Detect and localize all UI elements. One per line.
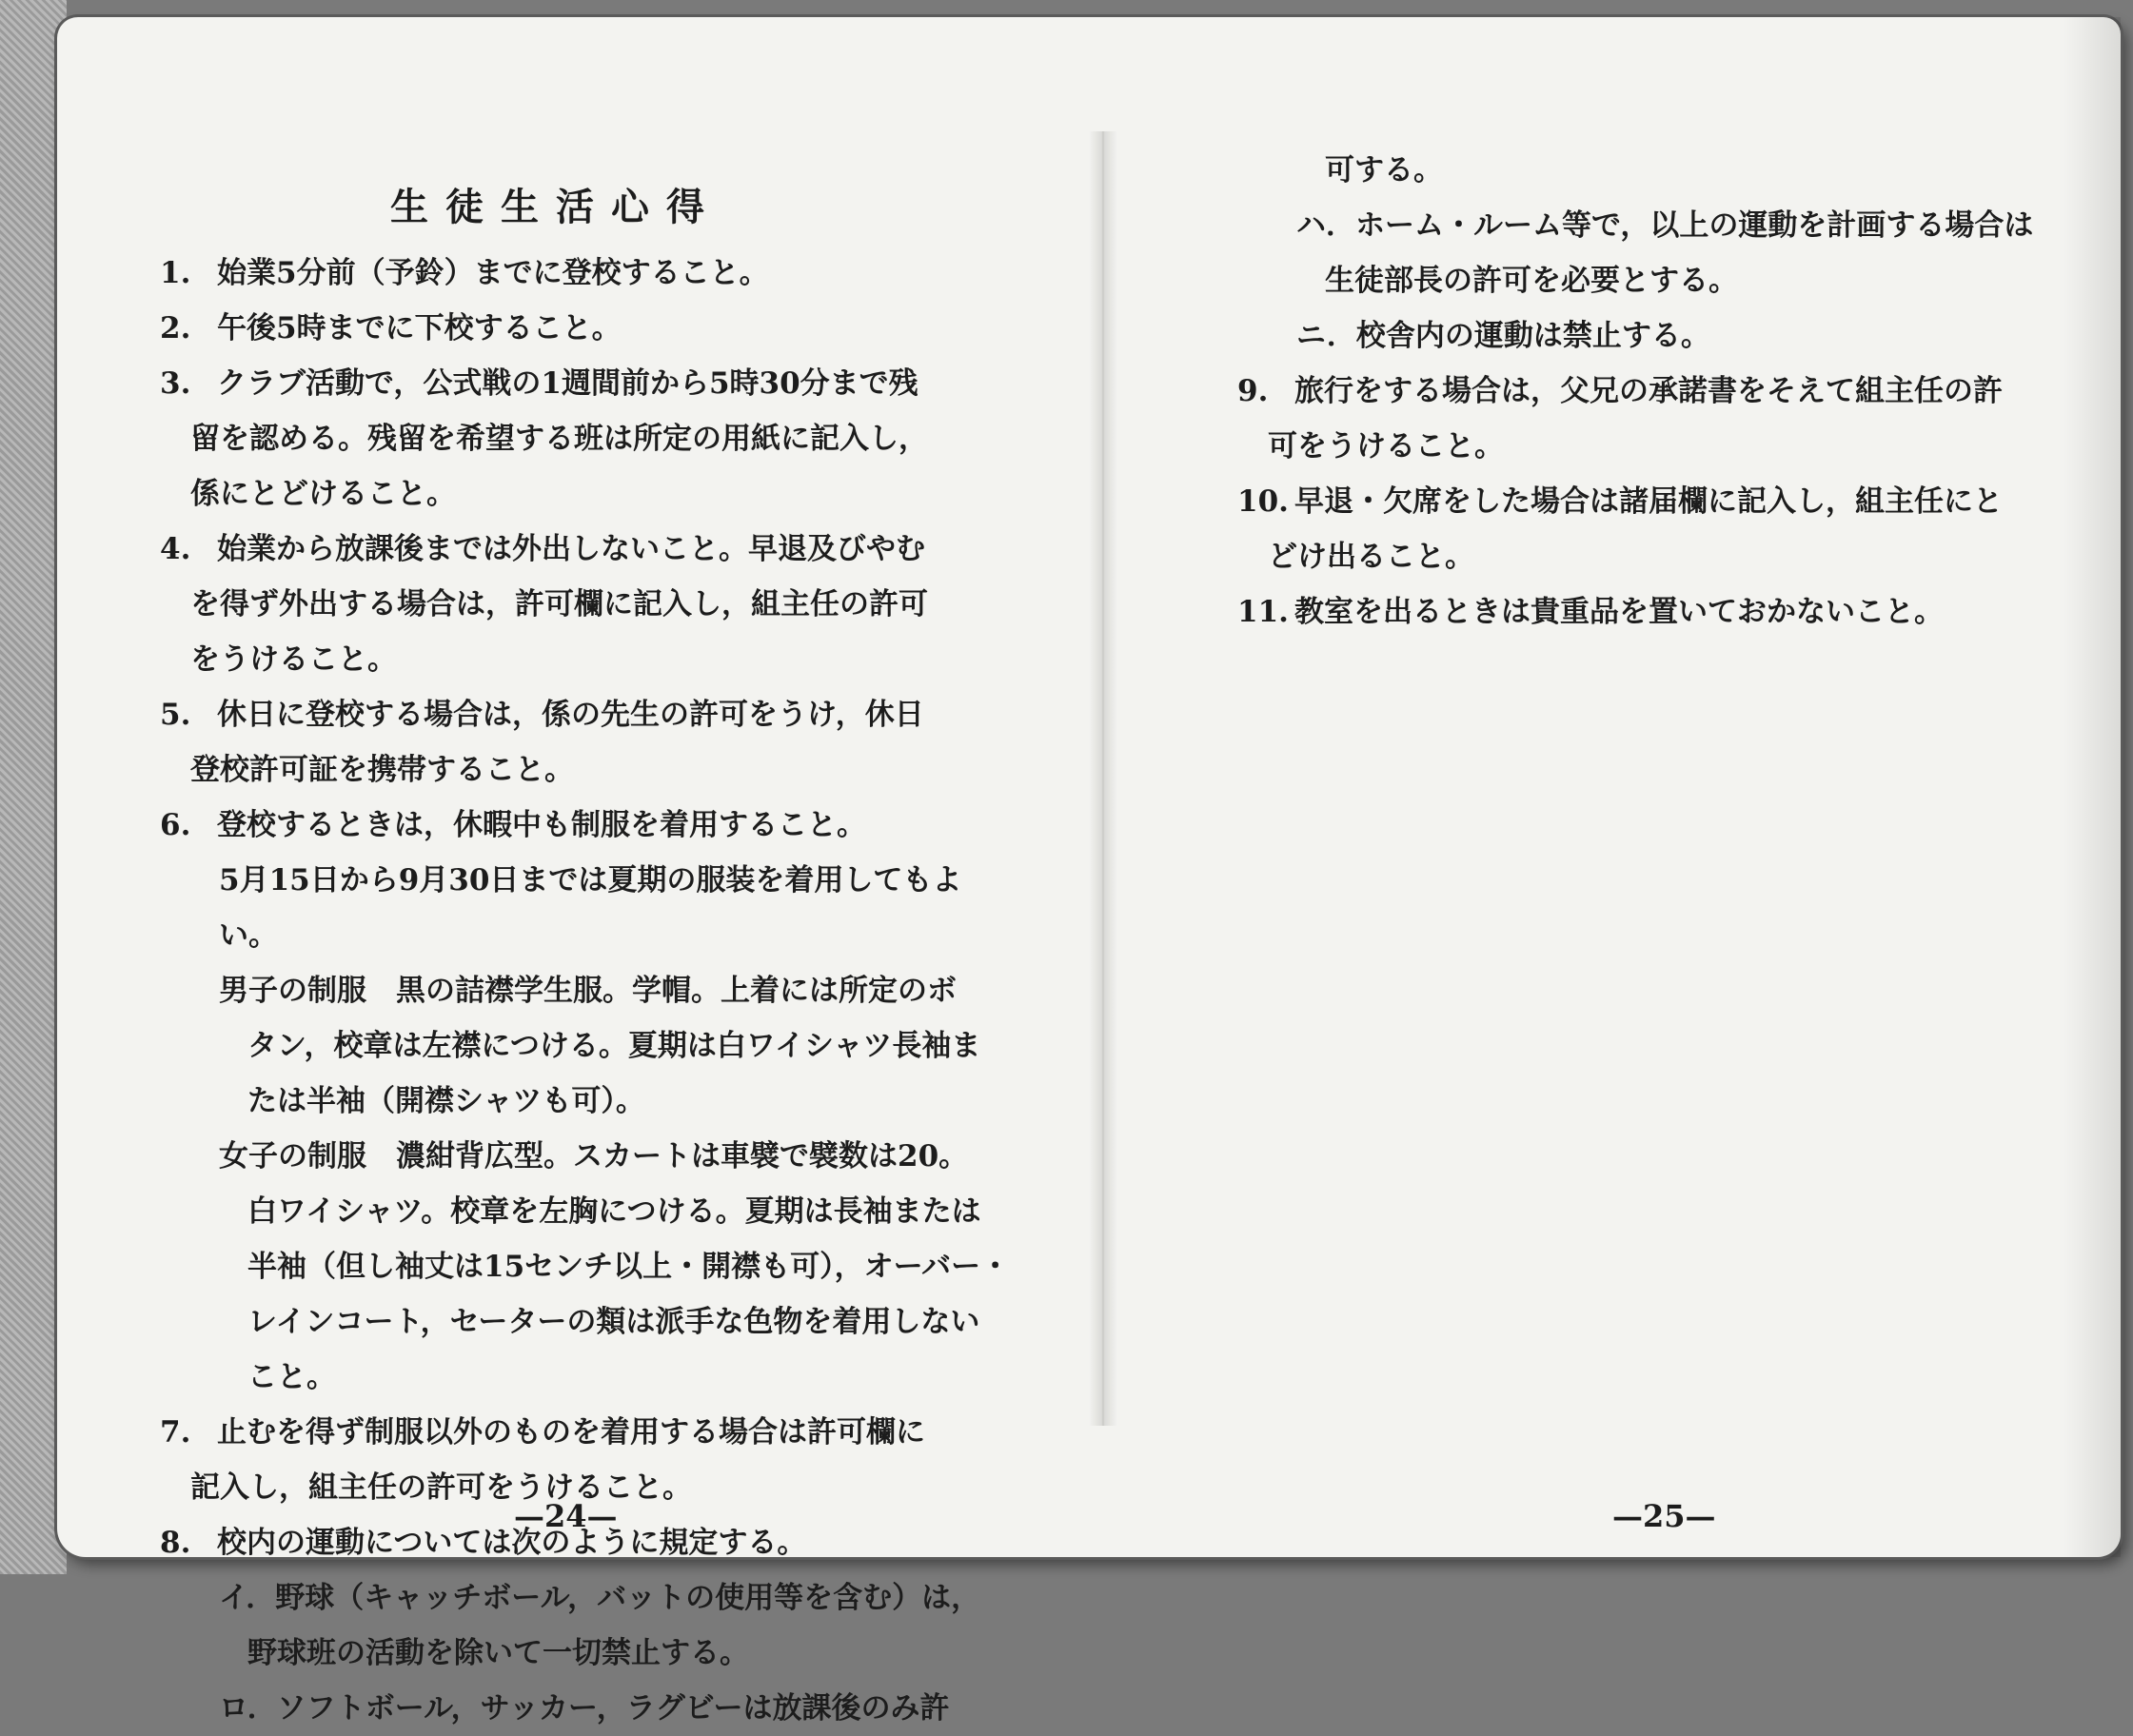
text-line (160, 246, 1010, 301)
line-text: たは半袖（開襟シャツも可）。 (247, 1084, 645, 1118)
text-line (190, 411, 1010, 466)
line-text: どけ出ること。 (1268, 540, 1474, 574)
line-text: 白ワイシャツ。校章を左胸につける。夏期は長袖または (247, 1194, 981, 1229)
book-spread (57, 17, 2121, 1726)
text-line (1325, 253, 2033, 308)
item-number: 7. (160, 1415, 191, 1450)
line-text: 教室を出るときは貴重品を置いておかないこと。 (1294, 595, 1944, 629)
text-line (219, 1129, 1010, 1184)
page-number-left: —24— (514, 1498, 618, 1534)
line-text: 可をうけること。 (1268, 429, 1504, 464)
item-number: 8. (160, 1526, 191, 1560)
line-text: 女子の制服 濃紺背広型。スカートは車襞で襞数は20。 (219, 1139, 969, 1174)
item-number: 1. (160, 256, 191, 290)
text-line (190, 577, 1010, 632)
line-text: 可する。 (1325, 153, 1443, 187)
line-text: タン，校章は左襟につける。夏期は白ワイシャツ長袖ま (247, 1029, 981, 1063)
text-line (160, 356, 1010, 411)
text-line (247, 1294, 1010, 1350)
text-line (219, 963, 1010, 1018)
line-text: 生徒部長の許可を必要とする。 (1325, 264, 1738, 298)
text-line (247, 1184, 1010, 1239)
text-line (160, 687, 1010, 742)
text-line (247, 1626, 1010, 1681)
text-line (247, 1018, 1010, 1074)
text-line (160, 798, 1010, 853)
book-gutter (1089, 131, 1117, 1426)
item-number: 10. (1237, 484, 1289, 519)
line-text: 休日に登校する場合は，係の先生の許可をうけ，休日 (217, 698, 924, 732)
text-line (219, 853, 1010, 908)
item-number: 3. (160, 366, 191, 401)
line-text: 男子の制服 黒の詰襟学生服。学帽。上着には所定のボ (219, 974, 957, 1008)
line-text: こと。 (247, 1360, 336, 1394)
line-text: 始業5分前（予鈴）までに登校すること。 (217, 256, 769, 290)
line-text: レインコート，セーターの類は派手な色物を着用しない (247, 1305, 980, 1339)
item-number: 9. (1237, 374, 1269, 408)
line-text: 係にとどけること。 (190, 477, 456, 511)
text-line (1268, 529, 2033, 584)
line-text: 登校するときは，休暇中も制服を着用すること。 (217, 808, 866, 842)
line-text: ロ．ソフトボール，サッカー，ラグビーは放課後のみ許 (219, 1691, 950, 1726)
text-line (1237, 364, 2033, 419)
line-text: 5月15日から9月30日までは夏期の服装を着用してもよ (219, 863, 962, 898)
line-text: 野球班の活動を除いて一切禁止する。 (247, 1636, 749, 1670)
line-text: を得ず外出する場合は，許可欄に記入し，組主任の許可 (190, 587, 928, 621)
text-line (1268, 419, 2033, 474)
line-text: 止むを得ず制服以外のものを着用する場合は許可欄に (217, 1415, 925, 1450)
line-text: ニ．校舎内の運動は禁止する。 (1296, 319, 1710, 353)
page-edge-shadow (2064, 17, 2121, 1557)
right-page-text (1237, 143, 2033, 640)
text-line (247, 1350, 1010, 1405)
text-line (160, 1405, 1010, 1460)
item-number: 5. (160, 698, 191, 732)
text-line (219, 1570, 1010, 1626)
line-text: ハ．ホーム・ルーム等で，以上の運動を計画する場合は (1296, 208, 2034, 243)
text-line (1237, 584, 2033, 640)
text-line (1237, 474, 2033, 529)
page-title: 生徒生活心得 (390, 185, 721, 229)
text-line (247, 1239, 1010, 1294)
text-line (219, 908, 1010, 963)
line-text: イ．野球（キャッチボール，バットの使用等を含む）は， (219, 1581, 981, 1615)
line-text: クラブ活動で，公式戦の1週間前から5時30分まで残 (217, 366, 918, 401)
line-text: 半袖（但し袖丈は15センチ以上・開襟も可），オーバー・ (247, 1250, 1011, 1284)
line-text: 早退・欠席をした場合は諸届欄に記入し，組主任にと (1294, 484, 2003, 519)
line-text: 始業から放課後までは外出しないこと。早退及びやむ (217, 532, 925, 566)
line-text: 登校許可証を携帯すること。 (190, 753, 574, 787)
text-line (219, 1681, 1010, 1736)
line-text: い。 (219, 918, 278, 953)
text-line (190, 632, 1010, 687)
line-text: 記入し，組主任の許可をうけること。 (190, 1470, 692, 1505)
line-text: 午後5時までに下校すること。 (217, 311, 622, 345)
text-line (190, 742, 1010, 798)
line-text: 留を認める。残留を希望する班は所定の用紙に記入し， (190, 422, 928, 456)
line-text: をうけること。 (190, 642, 397, 677)
page-number-right: —25— (1612, 1498, 1716, 1534)
line-text: 校内の運動については次のように規定する。 (217, 1526, 807, 1560)
item-number: 11. (1237, 595, 1289, 629)
text-line (160, 301, 1010, 356)
text-line (1296, 308, 2033, 364)
text-line (1325, 143, 2033, 198)
item-number: 6. (160, 808, 191, 842)
item-number: 4. (160, 532, 191, 566)
text-line (1296, 198, 2033, 253)
item-number: 2. (160, 311, 191, 345)
line-text: 旅行をする場合は，父兄の承諾書をそえて組主任の許 (1294, 374, 2003, 408)
text-line (247, 1074, 1010, 1129)
text-line (190, 466, 1010, 522)
text-line (160, 522, 1010, 577)
